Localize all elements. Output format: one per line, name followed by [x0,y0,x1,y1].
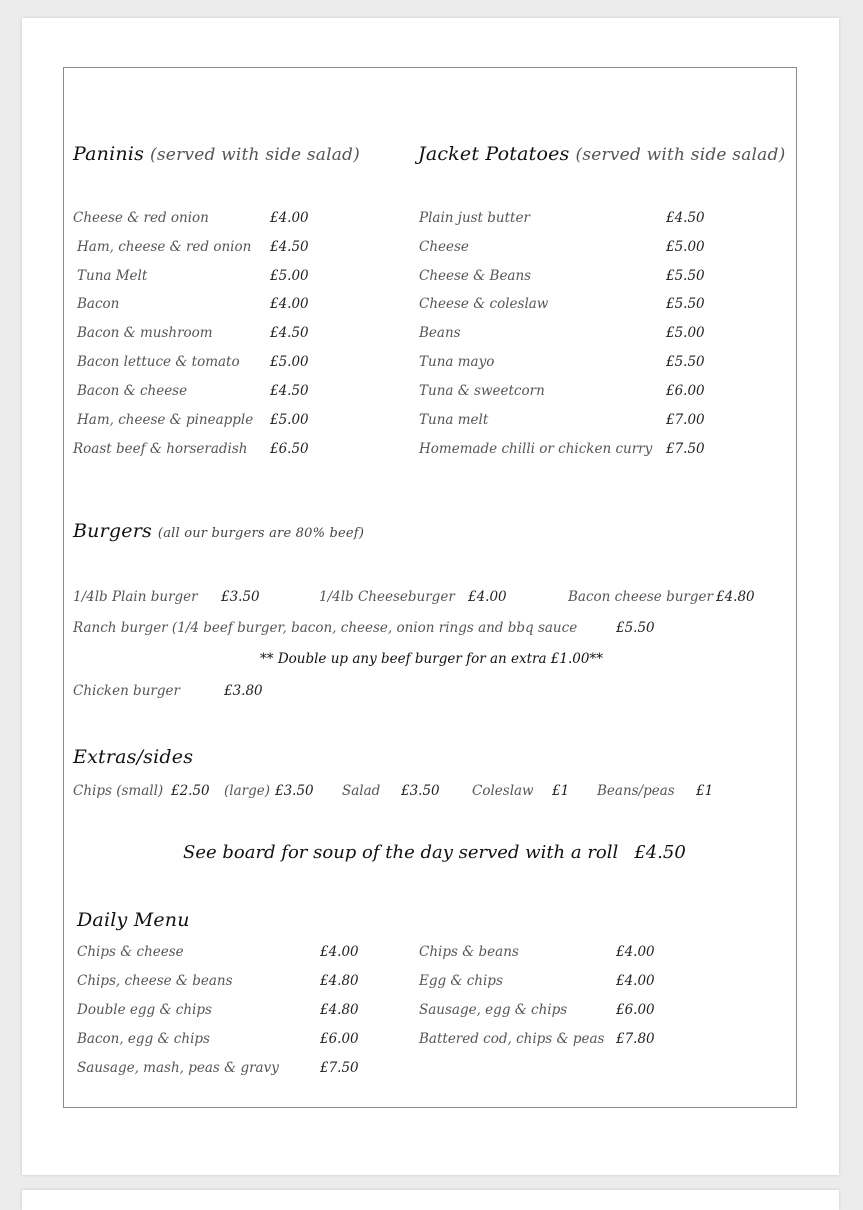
paninis-note: (served with side salad) [150,145,360,165]
jacket-item-name: Plain just butter [419,210,530,226]
daily-item-price: £6.00 [320,1031,359,1047]
jacket-item-price: £5.00 [666,325,705,341]
chicken-burger-name: Chicken burger [73,683,180,699]
panini-item-price: £4.50 [270,325,309,341]
next-page-edge [22,1190,839,1210]
extra-item-price: £1 [552,783,570,799]
panini-item-price: £5.00 [270,412,309,428]
daily-item-price: £6.00 [616,1002,655,1018]
daily-item-price: £4.00 [320,944,359,960]
jacket-item-price: £7.50 [666,441,705,457]
daily-menu-heading [77,909,190,931]
daily-item-price: £7.80 [616,1031,655,1047]
burger-item-name: 1/4lb Plain burger [73,589,198,605]
jacket-item-price: £6.00 [666,383,705,399]
panini-item-name: Bacon & mushroom [77,325,213,341]
daily-item-name: Sausage, mash, peas & gravy [77,1060,279,1076]
panini-item-name: Tuna Melt [77,268,148,284]
burgers-heading [73,520,364,542]
jacket-item-price: £5.50 [666,268,705,284]
burgers-note: (all our burgers are 80% beef) [157,526,365,541]
panini-item-price: £4.00 [270,210,309,226]
burger-item-price: £4.80 [716,589,755,605]
extra-item-price: £3.50 [275,783,314,799]
daily-item-name: Chips & cheese [77,944,184,960]
burger-item-name: Bacon cheese burger [568,589,713,605]
soup-text: See board for soup of the day served with a roll [183,842,619,863]
jacket-item-price: £7.00 [666,412,705,428]
extra-item-name: Beans/peas [597,783,675,799]
ranch-burger-price: £5.50 [616,620,655,636]
daily-item-name: Egg & chips [419,973,503,989]
paninis-heading [73,143,360,165]
jacket-item-name: Tuna melt [419,412,489,428]
panini-item-name: Cheese & red onion [73,210,209,226]
extra-item-name: Chips (small) [73,783,164,799]
paninis-title: Paninis [73,143,145,165]
jacket-item-name: Cheese & coleslaw [419,296,549,312]
panini-item-price: £4.50 [270,239,309,255]
jacket-item-name: Tuna mayo [419,354,495,370]
jacket-item-name: Cheese & Beans [419,268,532,284]
daily-item-name: Double egg & chips [77,1002,212,1018]
daily-item-price: £4.80 [320,1002,359,1018]
chicken-burger-price: £3.80 [224,683,263,699]
panini-item-name: Roast beef & horseradish [73,441,248,457]
jacket-item-price: £5.50 [666,354,705,370]
daily-item-name: Battered cod, chips & peas [419,1031,605,1047]
burger-item-price: £3.50 [221,589,260,605]
jacket-item-price: £4.50 [666,210,705,226]
extras-heading [73,746,193,768]
jacket-item-price: £5.50 [666,296,705,312]
double-up-note: ** Double up any beef burger for an extra £1.00** [260,651,603,667]
panini-item-name: Bacon [77,296,120,312]
daily-item-name: Bacon, egg & chips [77,1031,210,1047]
panini-item-price: £4.50 [270,383,309,399]
panini-item-price: £6.50 [270,441,309,457]
extra-item-price: £1 [696,783,714,799]
extra-item-name: (large) [224,783,270,799]
jacket-potatoes-title: Jacket Potatoes [418,143,570,165]
ranch-burger-name: Ranch burger (1/4 beef burger, bacon, cheese, onion rings and bbq sauce [73,620,578,636]
burgers-title: Burgers [73,520,152,542]
panini-item-name: Ham, cheese & red onion [77,239,252,255]
panini-item-name: Bacon & cheese [77,383,188,399]
burger-item-name: 1/4lb Cheeseburger [319,589,455,605]
panini-item-name: Ham, cheese & pineapple [77,412,254,428]
panini-item-name: Bacon lettuce & tomato [77,354,240,370]
panini-item-price: £5.00 [270,268,309,284]
daily-item-price: £4.00 [616,973,655,989]
soup-of-the-day [183,842,686,863]
panini-item-price: £5.00 [270,354,309,370]
daily-menu-title: Daily Menu [77,909,190,931]
jacket-item-name: Cheese [419,239,469,255]
extras-title: Extras/sides [73,746,194,768]
daily-item-price: £4.80 [320,973,359,989]
daily-item-name: Sausage, egg & chips [419,1002,568,1018]
daily-item-name: Chips, cheese & beans [77,973,233,989]
extra-item-name: Salad [342,783,381,799]
jacket-item-price: £5.00 [666,239,705,255]
burger-item-price: £4.00 [468,589,507,605]
extra-item-name: Coleslaw [472,783,534,799]
extra-item-price: £2.50 [171,783,210,799]
daily-item-price: £7.50 [320,1060,359,1076]
jacket-item-name: Homemade chilli or chicken curry [419,441,653,457]
jacket-item-name: Beans [419,325,461,341]
soup-price: £4.50 [634,842,686,863]
daily-item-name: Chips & beans [419,944,519,960]
daily-item-price: £4.00 [616,944,655,960]
extra-item-price: £3.50 [401,783,440,799]
jacket-potatoes-heading [418,143,785,165]
panini-item-price: £4.00 [270,296,309,312]
jacket-potatoes-note: (served with side salad) [575,145,786,165]
jacket-item-name: Tuna & sweetcorn [419,383,545,399]
